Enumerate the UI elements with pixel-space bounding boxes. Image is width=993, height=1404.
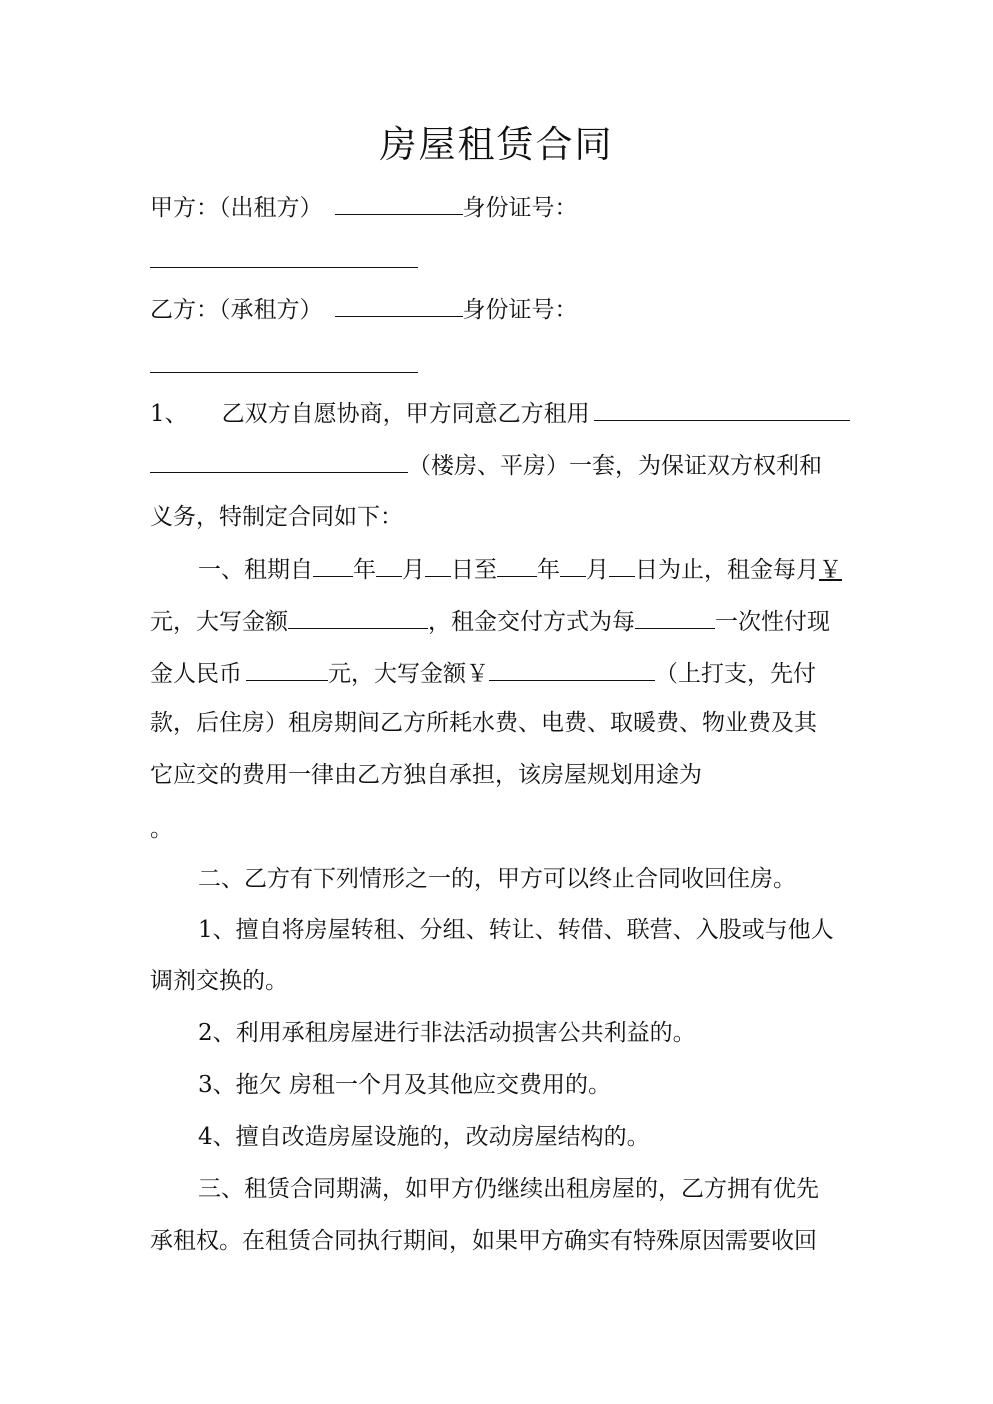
intro-number: 1、: [150, 401, 188, 427]
party-b-id-label: 身份证号：: [462, 297, 578, 323]
year-label: 年: [353, 557, 376, 583]
clause1-line-1: [198, 554, 842, 585]
property-address-blank-2[interactable]: [150, 450, 408, 473]
clause1-line-4: 款，后住房）租房期间乙方所耗水费、电费、取暖费、物业费及其: [150, 710, 817, 736]
year-label-2: 年: [537, 557, 560, 583]
end-year-blank[interactable]: [497, 554, 537, 577]
rmb-label: 金人民币: [150, 661, 242, 687]
clause1-line-5: 它应交的费用一律由乙方独自承担，该房屋规划用途为: [150, 762, 702, 788]
document-title: 房屋租赁合同: [379, 123, 614, 166]
intro-text-1: 乙双方自愿协商，甲方同意乙方租用: [221, 401, 590, 427]
intro-line-1: [150, 398, 850, 429]
party-b-id-blank[interactable]: [150, 372, 418, 373]
end-day-blank[interactable]: [609, 554, 635, 577]
start-month-blank[interactable]: [376, 554, 402, 577]
prepay-note: （上打支，先付: [655, 661, 816, 687]
amount-in-words-label: 元，大写金额: [150, 609, 288, 635]
clause2-item1-line2: 调剂交换的。: [150, 968, 288, 994]
party-b-line: [150, 294, 578, 325]
property-address-blank[interactable]: [594, 398, 850, 421]
intro-text-2: （楼房、平房）一套，为保证双方权利和: [408, 453, 822, 479]
start-day-blank[interactable]: [425, 554, 451, 577]
party-a-label: 甲方：（出租方）: [150, 195, 323, 221]
intro-line-2: [150, 450, 822, 481]
day-end-label: 日为止，租金每月: [635, 557, 819, 583]
amount-in-words-label-2: 元，大写金额￥: [328, 661, 489, 687]
amount-in-words-blank-2[interactable]: [489, 658, 655, 681]
clause3-line-1: 三、租赁合同期满，如甲方仍继续出租房屋的，乙方拥有优先: [198, 1176, 819, 1202]
party-a-name-blank[interactable]: [335, 192, 463, 215]
day-to-label: 日至: [451, 557, 497, 583]
party-a-id-blank[interactable]: [150, 267, 418, 268]
clause2-item4: 4、擅自改造房屋设施的，改动房屋结构的。: [198, 1124, 650, 1150]
amount-in-words-blank[interactable]: [288, 606, 428, 629]
clause2-item3: 3、拖欠 房租一个月及其他应交费用的。: [198, 1072, 611, 1098]
party-a-id-label: 身份证号：: [462, 195, 578, 221]
payment-period-blank[interactable]: [635, 606, 715, 629]
party-a-line: [150, 192, 578, 223]
clause1-line-6: 。: [150, 816, 173, 842]
month-label: 月: [402, 557, 425, 583]
party-b-label: 乙方：（承租方）: [150, 297, 323, 323]
clause2-heading: 二、乙方有下列情形之一的，甲方可以终止合同收回住房。: [198, 866, 796, 892]
intro-line-3: 义务，特制定合同如下：: [150, 504, 403, 530]
clause1-line-3: [150, 658, 816, 689]
clause3-line-2: 承租权。在租赁合同执行期间，如果甲方确实有特殊原因需要收回: [150, 1228, 817, 1254]
rmb-amount-blank[interactable]: [246, 658, 328, 681]
clause2-item2: 2、利用承租房屋进行非法活动损害公共利益的。: [198, 1020, 696, 1046]
end-month-blank[interactable]: [560, 554, 586, 577]
start-year-blank[interactable]: [313, 554, 353, 577]
clause1-line-2: [150, 606, 830, 637]
clause2-item1-line1: 1、擅自将房屋转租、分组、转让、转借、联营、入股或与他人: [198, 917, 834, 943]
payment-method-label-2: 一次性付现: [715, 609, 830, 635]
party-b-name-blank[interactable]: [335, 294, 463, 317]
lease-term-label: 一、租期自: [198, 557, 313, 583]
payment-method-label: ，租金交付方式为每: [428, 609, 635, 635]
month-label-2: 月: [586, 557, 609, 583]
monthly-rent-blank[interactable]: ￥: [819, 557, 842, 583]
